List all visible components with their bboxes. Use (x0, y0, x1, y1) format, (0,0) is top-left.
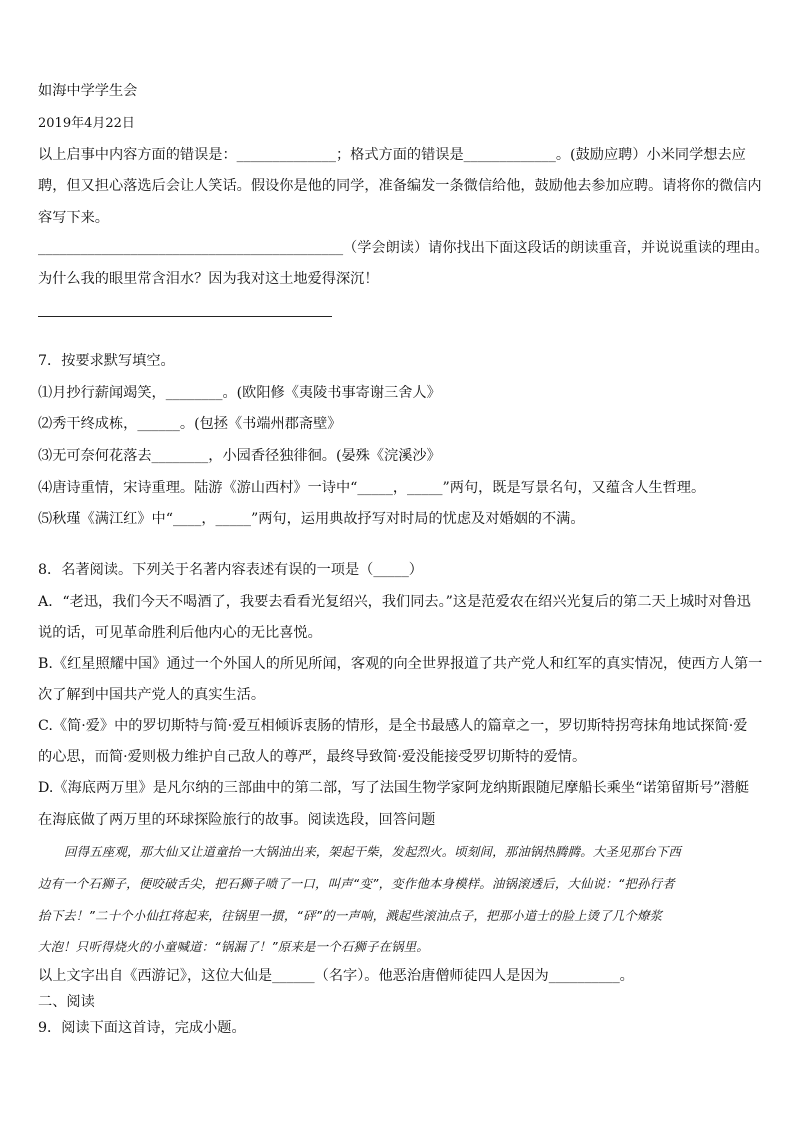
q7-item-3: ⑶无可奈何花落去________，小园香径独徘徊。(晏殊《浣溪沙》 (38, 448, 441, 464)
letter-date: 2019年4月22日 (38, 116, 135, 131)
q6-line-2: 聘，但又担心落选后会让人笑话。假设你是他的同学，准备编发一条微信给他，鼓励他去参加应聘。请将你的微信内 (38, 178, 762, 194)
passage-line-1: 回得五座观，那大仙又让道童抬一大锅油出来，架起干柴，发起烈火。顷刻间，那油锅热腾腾。大圣见那台下西 (64, 844, 681, 859)
q7-item-1: ⑴月抄行薪闻竭笑，________。(欧阳修《夷陵书事寄谢三舍人》 (38, 385, 441, 401)
q8-option-b-line-1: B.《红星照耀中国》通过一个外国人的所见所闻，客观的向全世界报道了共产党人和红军的真实情况，使西方人第一 (38, 656, 763, 672)
q6-line-5: 为什么我的眼里常含泪水？因为我对这土地爱得深沉！ (38, 271, 379, 287)
q7-heading: 7．按要求默写填空。 (38, 353, 175, 369)
q8-option-a-line-2: 说的话，可见革命胜利后他内心的无比喜悦。 (38, 625, 322, 641)
letter-signature: 如海中学学生会 (38, 83, 138, 99)
passage-line-2: 边有一个石狮子，便咬破舌尖，把石狮子喷了一口，叫声“变”，变作他本身模样。油锅滚透后，大仙说：“把孙行者 (38, 876, 675, 891)
q8-passage-question: 以上文字出自《西游记》，这位大仙是______（名字）。他恶治唐僧师徒四人是因为__________。 (38, 968, 634, 984)
passage-line-4: 大泡！只听得烧火的小童喊道：“锅漏了！”原来是一个石狮子在锅里。 (38, 939, 429, 954)
q6-line-1: 以上启事中内容方面的错误是：______________；格式方面的错误是_____________。(鼓励应聘）小米同学想去应 (38, 147, 746, 163)
section-2-heading: 二、阅读 (38, 994, 95, 1010)
answer-blank-line (38, 316, 332, 317)
q8-option-c-line-1: C.《简·爱》中的罗切斯特与简·爱互相倾诉衷肠的情形，是全书最感人的篇章之一，罗切斯特拐弯抹角地试探简·爱 (38, 718, 748, 734)
q7-item-2: ⑵秀干终成栋，______。(包拯《书端州郡斋壁》 (38, 416, 342, 432)
q8-option-b-line-2: 次了解到中国共产党人的真实生活。 (38, 687, 266, 703)
q7-item-4: ⑷唐诗重情，宋诗重理。陆游《游山西村》一诗中“_____，_____”两句，既是写景名句，又蕴含人生哲理。 (38, 480, 706, 496)
q7-item-5: ⑸秋瑾《满江红》中“____，_____”两句，运用典故抒写对时局的忧虑及对婚姻的不满。 (38, 511, 585, 527)
q8-option-c-line-2: 的心思，而简·爱则极力维护自己敌人的尊严，最终导致简·爱没能接受罗切斯特的爱情。 (38, 749, 587, 765)
q8-heading: 8．名著阅读。下列关于名著内容表述有误的一项是（_____） (38, 562, 423, 578)
q8-option-d-line-2: 在海底做了两万里的环球探险旅行的故事。阅读选段，回答问题 (38, 812, 436, 828)
passage-line-3: 抬下去！”二十个小仙扛将起来，往锅里一掼，“砰”的一声响，溅起些滚油点子，把那小道士的脸上烫了几个燎浆 (38, 908, 663, 923)
q8-option-a-line-1: A．“老迅，我们今天不喝酒了，我要去看看光复绍兴，我们同去。”这是范爱农在绍兴光复后的第二天上城时对鲁迅 (38, 594, 751, 610)
q8-option-d-line-1: D.《海底两万里》是凡尔纳的三部曲中的第二部，写了法国生物学家阿龙纳斯跟随尼摩船长乘坐“诺第留斯号”潜艇 (38, 780, 749, 796)
q6-line-3: 容写下来。 (38, 210, 109, 226)
q6-line-4: ___________________________________________（学会朗读）请你找出下面这段话的朗读重音，并说说重读的理由。 (38, 240, 769, 256)
q9-prompt: 9．阅读下面这首诗，完成小题。 (38, 1020, 246, 1036)
